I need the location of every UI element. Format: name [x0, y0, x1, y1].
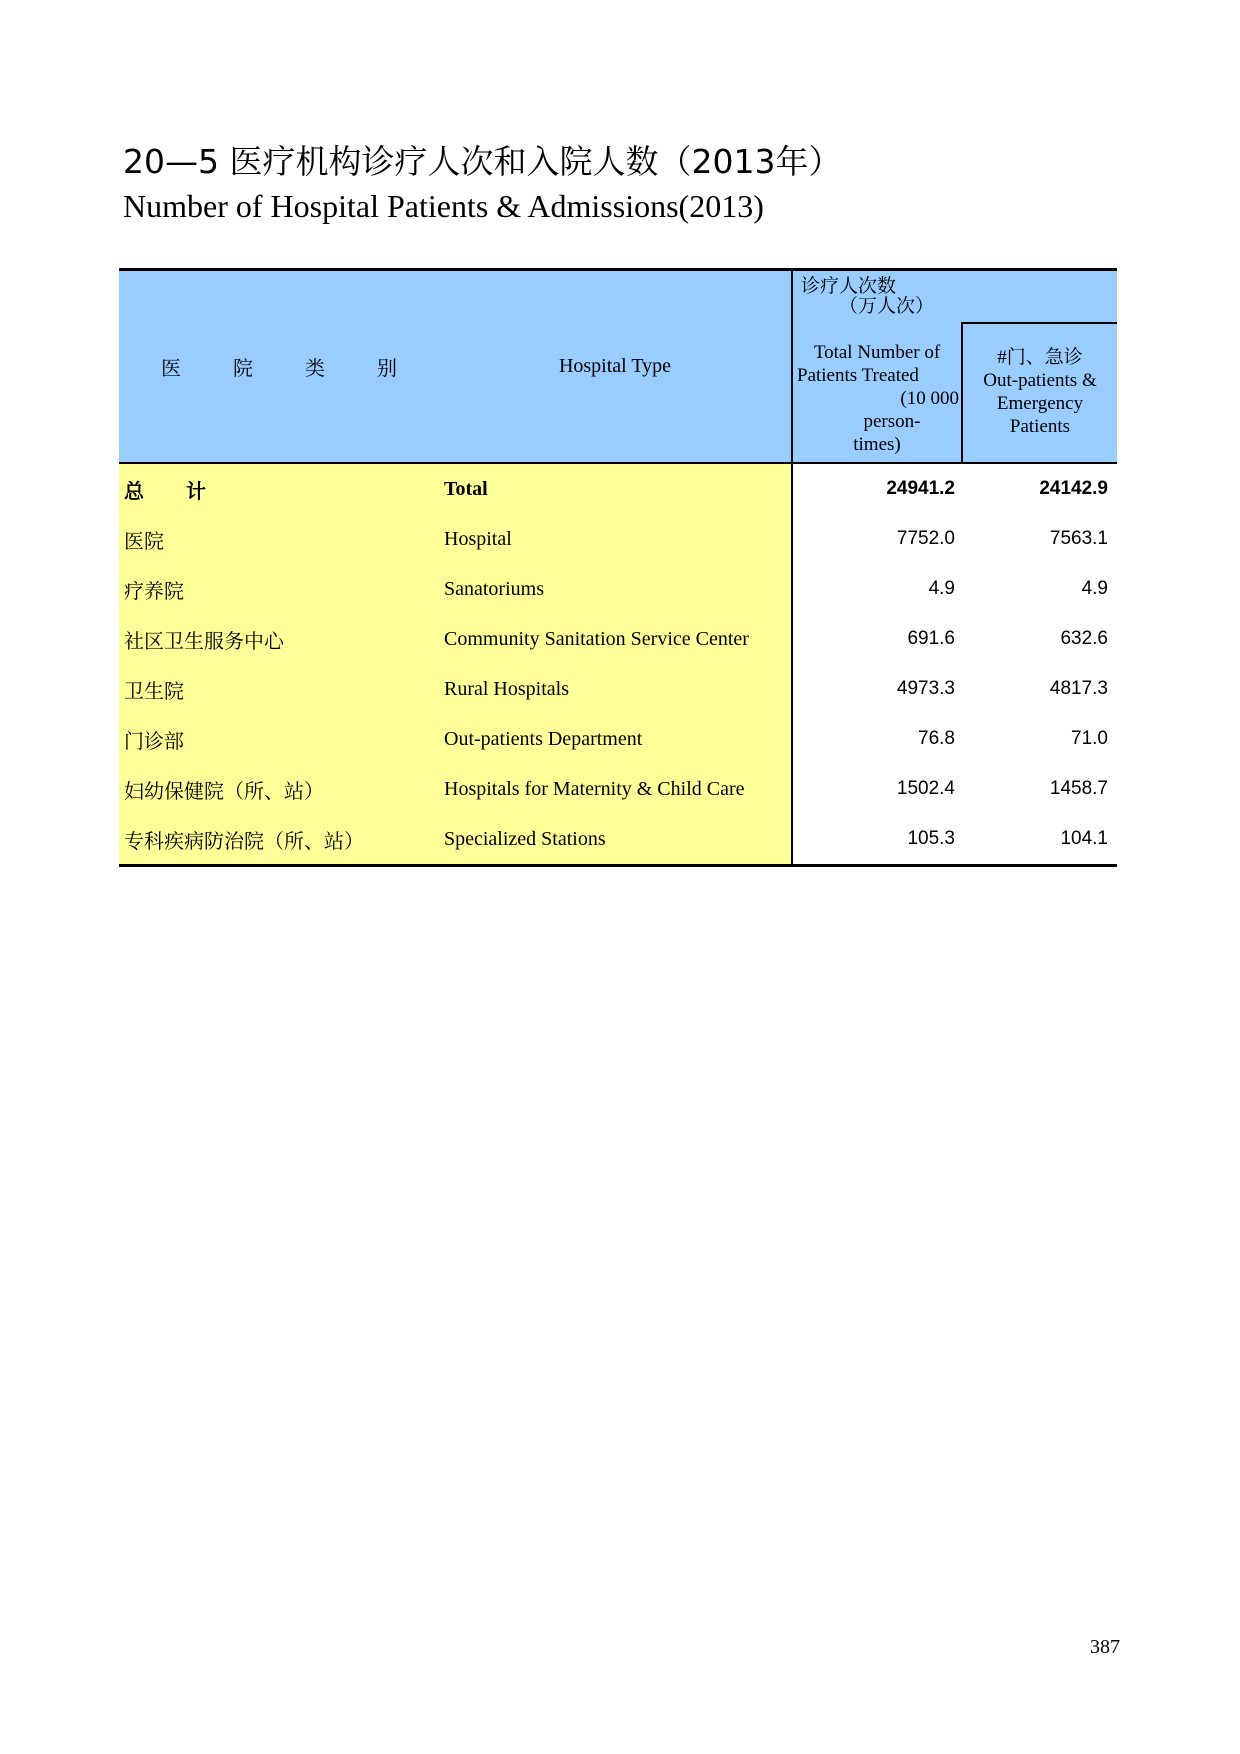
header-hospital-type-cn: 医 院 类 别: [161, 358, 397, 380]
table-row: [119, 514, 1117, 564]
table-row: [119, 764, 1117, 814]
row-label-cn: 妇幼保健院（所、站）: [119, 764, 439, 814]
table-header: [119, 268, 1117, 464]
row-label-cn: 社区卫生服务中心: [119, 614, 439, 664]
header-total-treated: Total Number of Patients Treated (10 000 person- times): [797, 342, 959, 455]
row-label-cn: 专科疾病防治院（所、站）: [119, 814, 439, 864]
value-outpatients-emergency: 7563.1: [1049, 528, 1108, 549]
row-label-en: Hospital: [439, 514, 791, 564]
row-label-cn: 疗养院: [119, 564, 439, 614]
row-label-en: Community Sanitation Service Center: [439, 614, 791, 664]
page-title-english: Number of Hospital Patients & Admissions(2013): [123, 188, 764, 224]
value-total-treated: 24941.2: [791, 464, 961, 514]
row-label-en: Rural Hospitals: [439, 664, 791, 714]
page-number: 387: [1090, 1636, 1120, 1658]
row-label-cn: 总 计: [119, 464, 439, 514]
value-outpatients-emergency: 24142.9: [1039, 478, 1108, 499]
table-row: [119, 614, 1117, 664]
value-outpatients-emergency: 4.9: [1081, 578, 1108, 599]
row-label-cn: 门诊部: [119, 714, 439, 764]
value-total-treated: 691.6: [791, 614, 961, 664]
value-total-treated: 1502.4: [791, 764, 961, 814]
header-outpatients-emergency: #门、急诊 Out-patients & Emergency Patients: [961, 322, 1117, 462]
value-total-treated: 105.3: [791, 814, 961, 864]
row-label-en: Total: [439, 464, 791, 514]
table-row: [119, 664, 1117, 714]
table-row: [119, 814, 1117, 864]
value-total-treated: 4973.3: [791, 664, 961, 714]
row-label-cn: 医院: [119, 514, 439, 564]
row-label-en: Sanatoriums: [439, 564, 791, 614]
row-label-en: Out-patients Department: [439, 714, 791, 764]
table-body: [119, 464, 1117, 867]
value-outpatients-emergency: 104.1: [1060, 828, 1108, 849]
value-outpatients-emergency: 632.6: [1060, 628, 1108, 649]
page-title-chinese: 20—5 医疗机构诊疗人次和入院人数（2013年）: [123, 142, 842, 181]
header-group-title: 诊疗人次数 （万人次）: [801, 276, 935, 317]
value-total-treated: 76.8: [791, 714, 961, 764]
table-row: [119, 564, 1117, 614]
table-row-total: [119, 464, 1117, 514]
table-row: [119, 714, 1117, 764]
hospital-patients-table: [119, 268, 1117, 867]
header-hospital-type-en: Hospital Type: [558, 355, 672, 377]
value-outpatients-emergency: 1458.7: [1049, 778, 1108, 799]
row-label-en: Hospitals for Maternity & Child Care: [439, 764, 791, 814]
row-label-cn: 卫生院: [119, 664, 439, 714]
value-outpatients-emergency: 71.0: [1071, 728, 1108, 749]
value-outpatients-emergency: 4817.3: [1049, 678, 1108, 699]
value-total-treated: 4.9: [791, 564, 961, 614]
value-total-treated: 7752.0: [791, 514, 961, 564]
header-patients-treated-group: [791, 271, 1117, 462]
row-label-en: Specialized Stations: [439, 814, 791, 864]
